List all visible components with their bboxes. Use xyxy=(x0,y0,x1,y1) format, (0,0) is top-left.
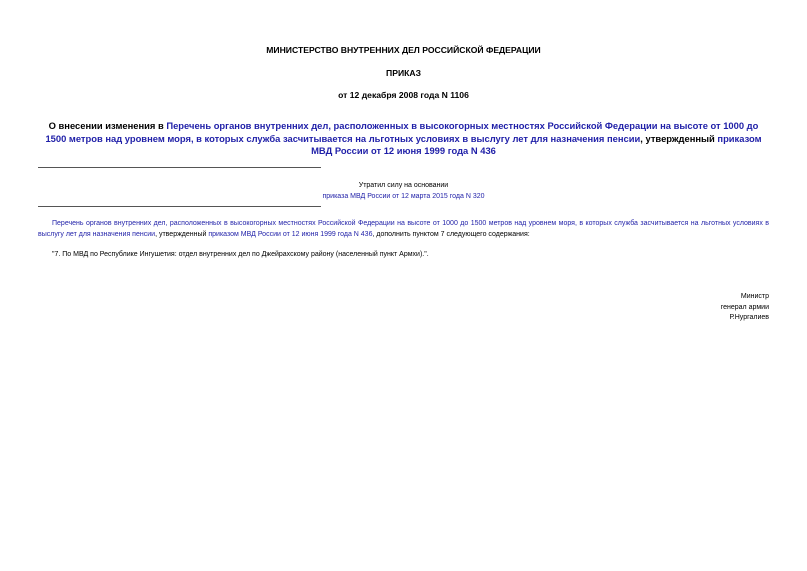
ministry-heading: МИНИСТЕРСТВО ВНУТРЕННИХ ДЕЛ РОССИЙСКОЙ ФЕДЕРАЦИИ xyxy=(266,45,541,55)
title-list-link[interactable]: Перечень органов внутренних дел, расположенных в высокогорных местностях Российской Федерации на высоте от 1000 до 1500 метров над уровнем моря, в которых служба засчитывается на льготных условиях в выслугу лет для назначения пенсии xyxy=(45,120,759,144)
signature-position: Министр xyxy=(740,293,769,300)
repeal-order-link[interactable]: приказа МВД России от 12 марта 2015 года N 320 xyxy=(322,193,485,200)
title-prefix: О внесении изменения в xyxy=(48,120,167,131)
para-list-link[interactable]: Перечень органов внутренних дел, расположенных в высокогорных местностях Российской Федерации на высоте от 1000 до 1500 метров над уровнем моря, в которых служба засчитывается на льготных условиях в выслугу лет для назначения пенсии xyxy=(38,220,769,238)
document-type: ПРИКАЗ xyxy=(386,68,421,78)
amendment-quote: "7. По МВД по Республике Ингушетия: отдел внутренних дел по Джейрахскому району (населенный пункт Армхи).". xyxy=(52,251,429,258)
title-middle: , утвержденный xyxy=(640,132,718,144)
para-middle: , утвержденный xyxy=(155,231,209,238)
repeal-note: Утратил силу на основании xyxy=(358,182,449,189)
document-date-number: от 12 декабря 2008 года N 1106 xyxy=(338,90,469,100)
body-paragraph xyxy=(38,218,769,240)
signature-name: Р.Нургалиев xyxy=(729,314,769,321)
document-title xyxy=(38,120,769,158)
divider-top xyxy=(38,167,321,168)
divider-bottom xyxy=(38,206,321,207)
signature-rank: генерал армии xyxy=(720,304,769,311)
title-order-link[interactable]: приказом МВД России от 12 июня 1999 года N 436 xyxy=(311,132,762,157)
para-order-link[interactable]: приказом МВД России от 12 июня 1999 года N 436 xyxy=(208,231,373,238)
para-end: , дополнить пунктом 7 следующего содержания: xyxy=(372,231,530,238)
